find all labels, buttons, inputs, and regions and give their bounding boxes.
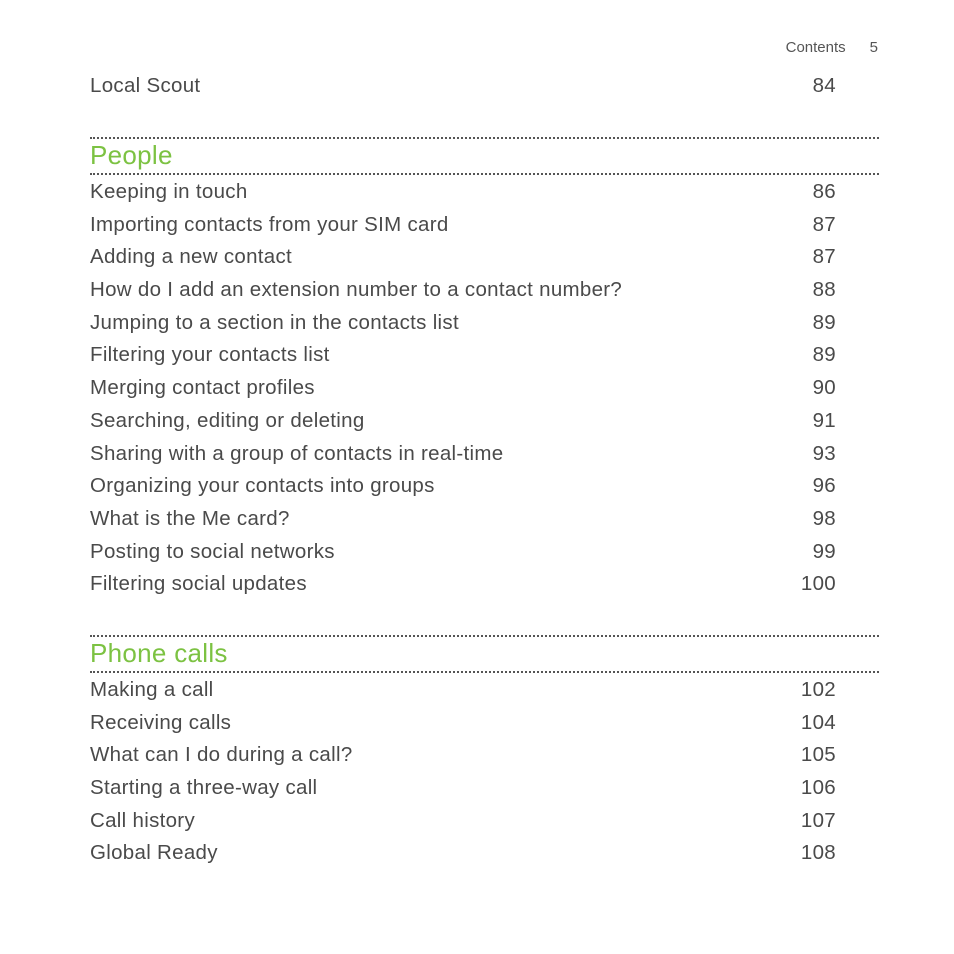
section-title: Phone calls — [90, 638, 228, 669]
toc-entry-title: Keeping in touch — [90, 180, 248, 204]
toc-entry-title: Filtering social updates — [90, 572, 307, 596]
toc-entry-page: 105 — [800, 743, 836, 767]
section-heading — [90, 137, 879, 175]
running-header — [786, 39, 878, 56]
toc-entry-page: 98 — [812, 506, 836, 530]
toc-entry-title: Importing contacts from your SIM card — [90, 212, 449, 236]
toc-entry[interactable] — [90, 772, 879, 805]
toc-entry-page: 96 — [812, 474, 836, 498]
toc-entry[interactable] — [90, 804, 879, 837]
toc-entry[interactable] — [90, 837, 879, 870]
toc-entry-page: 102 — [800, 677, 836, 701]
toc-entry-page: 87 — [812, 212, 836, 236]
toc-entry[interactable] — [90, 503, 879, 536]
section-heading — [90, 635, 879, 673]
toc-entry[interactable] — [90, 568, 879, 601]
toc-entry-title: Merging contact profiles — [90, 376, 315, 400]
toc-entry-title: Searching, editing or deleting — [90, 408, 365, 432]
toc-entry-page: 93 — [812, 441, 836, 465]
toc-entry-title: Global Ready — [90, 841, 218, 865]
toc-entry[interactable] — [90, 674, 879, 707]
toc-entry[interactable] — [90, 470, 879, 503]
toc-entry-page: 90 — [812, 376, 836, 400]
toc-entry-title: Call history — [90, 808, 195, 832]
toc-entry-title: Posting to social networks — [90, 539, 335, 563]
toc-page — [90, 70, 879, 870]
toc-entry-title: Making a call — [90, 677, 214, 701]
section-title: People — [90, 140, 173, 171]
toc-entry[interactable] — [90, 739, 879, 772]
toc-entry[interactable] — [90, 70, 879, 103]
toc-entry[interactable] — [90, 339, 879, 372]
toc-entry-page: 104 — [800, 710, 836, 734]
toc-entry-page: 87 — [812, 245, 836, 269]
toc-entry[interactable] — [90, 535, 879, 568]
toc-entry-page: 106 — [800, 776, 836, 800]
toc-entry-page: 100 — [800, 572, 836, 596]
toc-entry[interactable] — [90, 437, 879, 470]
toc-entry[interactable] — [90, 241, 879, 274]
toc-entry[interactable] — [90, 372, 879, 405]
toc-entry-page: 91 — [812, 408, 836, 432]
toc-entry-title: What can I do during a call? — [90, 743, 353, 767]
toc-entry-title: Local Scout — [90, 74, 201, 98]
toc-entry[interactable] — [90, 706, 879, 739]
toc-entry[interactable] — [90, 405, 879, 438]
toc-entry[interactable] — [90, 208, 879, 241]
toc-entry-page: 89 — [812, 310, 836, 334]
toc-entry-page: 84 — [812, 74, 836, 98]
toc-entry[interactable] — [90, 306, 879, 339]
toc-entry-title: Starting a three-way call — [90, 776, 318, 800]
toc-entry-title: Jumping to a section in the contacts list — [90, 310, 459, 334]
toc-entry-title: How do I add an extension number to a contact number? — [90, 278, 623, 302]
toc-entry-page: 86 — [812, 180, 836, 204]
toc-entry-page: 107 — [800, 808, 836, 832]
toc-entry-page: 88 — [812, 278, 836, 302]
toc-entry[interactable] — [90, 176, 879, 209]
toc-entry-page: 89 — [812, 343, 836, 367]
toc-entry-title: Filtering your contacts list — [90, 343, 330, 367]
toc-entry-title: Sharing with a group of contacts in real-time — [90, 441, 504, 465]
toc-entry-title: Adding a new contact — [90, 245, 293, 269]
toc-entry[interactable] — [90, 274, 879, 307]
header-label: Contents — [785, 39, 846, 56]
toc-entry-title: Organizing your contacts into groups — [90, 474, 435, 498]
toc-entry-page: 108 — [800, 841, 836, 865]
toc-entry-page: 99 — [812, 539, 836, 563]
toc-entry-title: Receiving calls — [90, 710, 232, 734]
header-page-number: 5 — [869, 39, 878, 56]
toc-entry-title: What is the Me card? — [90, 506, 290, 530]
